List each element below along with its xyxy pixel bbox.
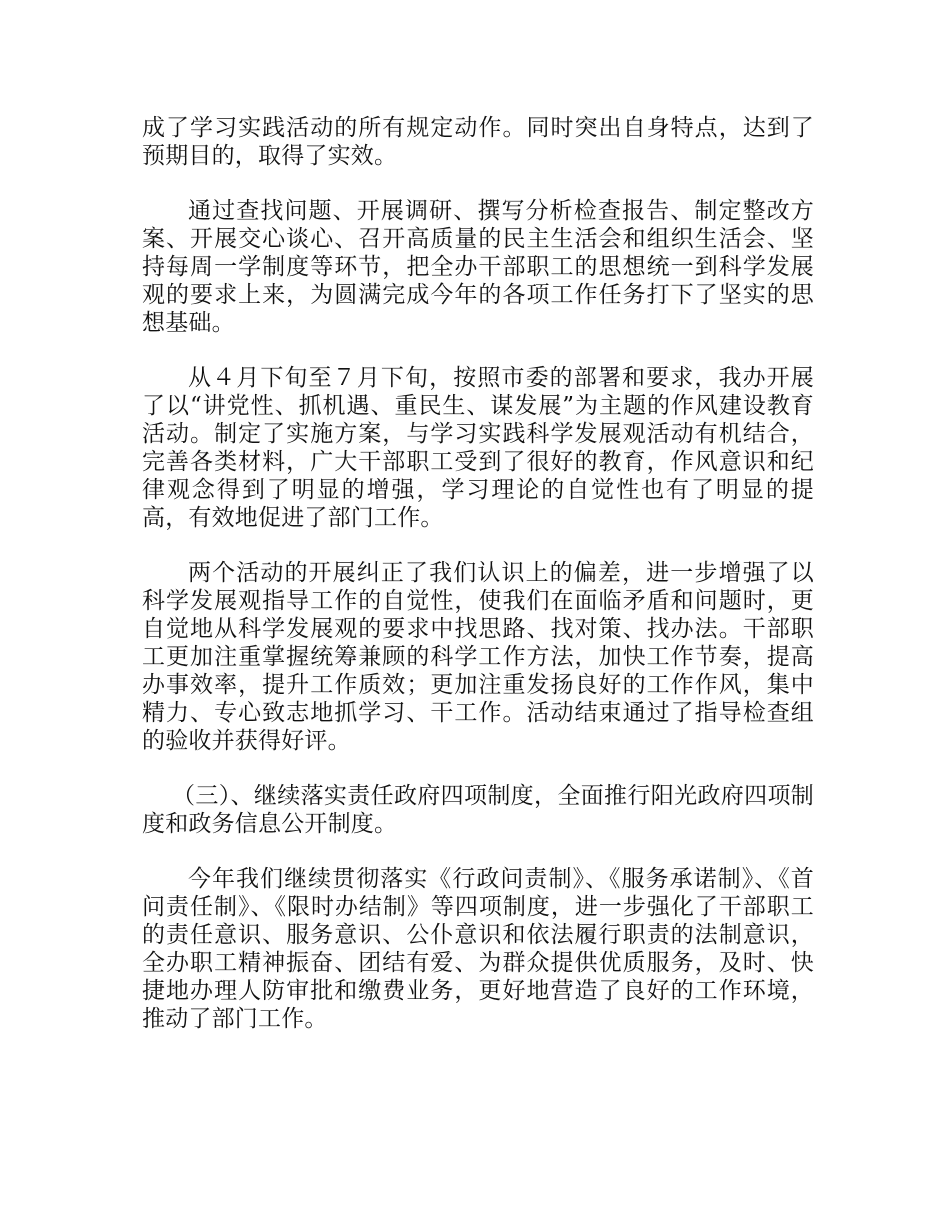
paragraph-activity-results: 两个活动的开展纠正了我们认识上的偏差，进一步增强了以科学发展观指导工作的自觉性，使我们在面临矛盾和问题时，更自觉地从科学发展观的要求中找思路、找对策、找办法。干部职工更加注重掌握统筹兼顾的科学工作方法，加快工作节奏，提高办事效率，提升工作质效；更加注重发扬良好的工作作风，集中精力、专心致志地抓学习、干工作。活动结束通过了指导检查组的验收并获得好评。 (142, 560, 814, 754)
section-heading-three: （三）、继续落实责任政府四项制度，全面推行阳光政府四项制度和政务信息公开制度。 (142, 783, 814, 837)
paragraph-continuation: 成了学习实践活动的所有规定动作。同时突出自身特点，达到了预期目的，取得了实效。 (142, 115, 814, 169)
paragraph-study-practice: 通过查找问题、开展调研、撰写分析检查报告、制定整改方案、开展交心谈心、召开高质量的民主生活会和组织生活会、坚持每周一学制度等环节，把全办干部职工的思想统一到科学发展观的要求上来，为圆满完成今年的各项工作任务打下了坚实的思想基础。 (142, 198, 814, 336)
document-body (142, 114, 814, 1060)
paragraph-four-systems: 今年我们继续贯彻落实《行政问责制》、《服务承诺制》、《首问责任制》、《限时办结制》等四项制度，进一步强化了干部职工的责任意识、服务意识、公仆意识和依法履行职责的法制意识，全办职工精神振奋、团结有爱、为群众提供优质服务，及时、快捷地办理人防审批和缴费业务，更好地营造了良好的工作环境，推动了部门工作。 (142, 866, 814, 1032)
paragraph-style-building: 从４月下旬至７月下旬，按照市委的部署和要求，我办开展了以“讲党性、抓机遇、重民生、谋发展”为主题的作风建设教育活动。制定了实施方案，与学习实践科学发展观活动有机结合，完善各类材料，广大干部职工受到了很好的教育，作风意识和纪律观念得到了明显的增强，学习理论的自觉性也有了明显的提高，有效地促进了部门工作。 (142, 365, 814, 531)
